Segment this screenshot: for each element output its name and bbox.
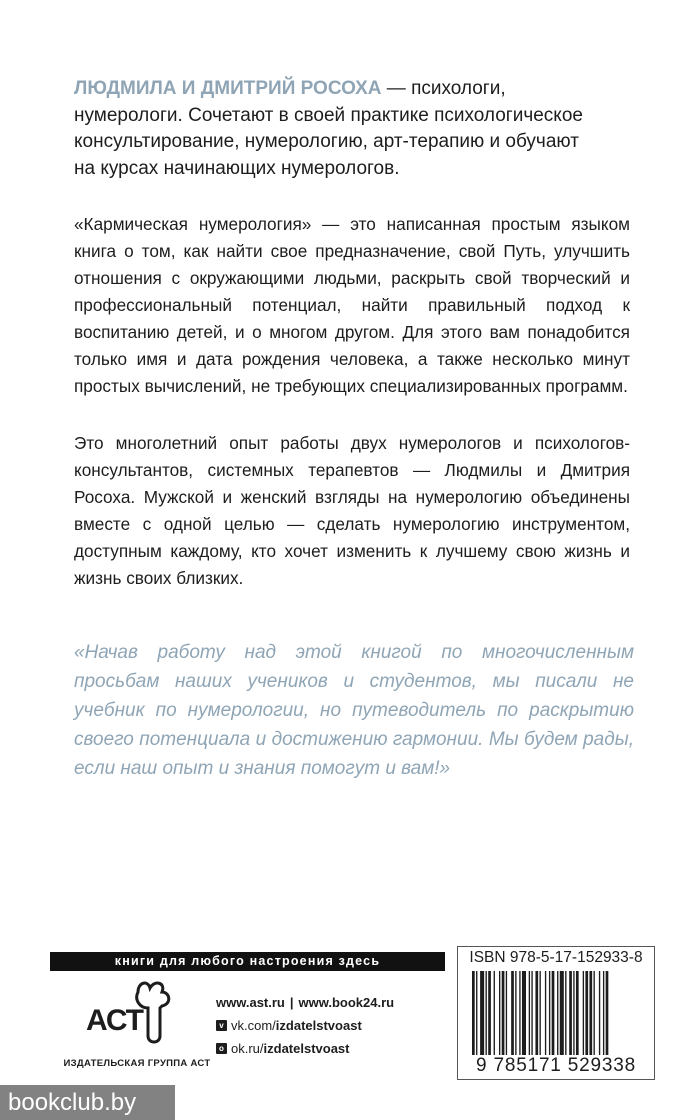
ok-icon: o: [216, 1043, 227, 1054]
publisher-name: ИЗДАТЕЛЬСКАЯ ГРУППА АСТ: [63, 1058, 211, 1069]
barcode-bar: [569, 971, 572, 1055]
barcode-bar: [529, 971, 530, 1055]
barcode-bar: [589, 971, 592, 1055]
barcode-bar: [557, 971, 558, 1055]
authors-quote: «Начав работу над этой книгой по многочисленным просьбам наших учеников и студентов, мы писали не учебник по нумерологии, но путеводитель по раскрытию своего потенциала и достижению гармонии. Мы будем рады, если наш опыт и знания помогут и вам!»: [74, 642, 634, 779]
author-intro: [74, 76, 594, 182]
author-names: ЛЮДМИЛА И ДМИТРИЙ РОСОХА: [74, 78, 382, 99]
description-paragraph-2: Это многолетний опыт работы двух нумерологов и психологов-консультантов, системных терапевтов — Людмилы и Дмитрия Росоха. Мужской и женский взгляды на нумерологию объединены вместе с одной целью — сделать нумерологию инструментом, доступным каждому, кто хочет изменить к лучшему свою жизнь и жизнь своих близких.: [74, 433, 630, 588]
barcode-bar: [583, 971, 584, 1055]
ok-prefix: ok.ru/: [231, 1040, 264, 1056]
ast-website-link[interactable]: www.ast.ru: [216, 994, 285, 1010]
barcode-bar: [531, 971, 532, 1055]
barcode-bar: [499, 971, 500, 1055]
barcode-bar: [599, 971, 600, 1055]
barcode-bar: [506, 971, 507, 1055]
barcode-bar: [552, 971, 555, 1055]
barcode-number: 9 785171 529338: [476, 1055, 636, 1076]
author-description: — психологи, нумерологи. Сочетают в своей практике психологическое консультирование, нумерологию, арт-терапию и обучают на курсах начинающих нумерологов.: [74, 78, 583, 179]
ok-handle[interactable]: izdatelstvoast: [263, 1040, 350, 1056]
barcode-bar: [573, 971, 574, 1055]
description-paragraph-1: «Кармическая нумерология» — это написанная простым языком книга о том, как найти свое предназначение, свой Путь, улучшить отношения с окружающими людьми, раскрыть свой творческий и профессиональный потенциал, найти правильный подход к воспитанию детей, и о многом другом. Для этого вам понадобится только имя и дата рождения человека, а также несколько минут простых вычислений, не требующих специализированных программ.: [74, 214, 630, 396]
barcode-bar: [545, 971, 546, 1055]
barcode-bar: [519, 971, 520, 1055]
barcode-bar: [502, 971, 505, 1055]
barcode-bar: [594, 971, 595, 1055]
barcode-bar: [522, 971, 526, 1055]
barcode-bar: [576, 971, 579, 1055]
isbn-block: [457, 946, 655, 1080]
ast-logo: [82, 978, 192, 1046]
vk-row[interactable]: [216, 1015, 394, 1035]
publisher-links: [216, 992, 394, 1061]
barcode-bar: [585, 971, 588, 1055]
barcode-bar: [472, 971, 475, 1055]
link-separator: |: [289, 994, 294, 1010]
barcode-bar: [549, 971, 550, 1055]
barcode-bar: [480, 971, 484, 1055]
book24-website-link[interactable]: www.book24.ru: [298, 994, 395, 1010]
vk-icon: v: [216, 1020, 227, 1031]
barcode-bar: [488, 971, 491, 1055]
barcode-bar: [540, 971, 541, 1055]
ok-row[interactable]: [216, 1038, 394, 1058]
site-watermark: bookclub.by: [0, 1085, 175, 1120]
barcode-bar: [565, 971, 566, 1055]
barcode-bar: [560, 971, 564, 1055]
ast-logo-text: ACT: [86, 1004, 144, 1037]
barcode-bar: [476, 971, 477, 1055]
barcode-bar: [535, 971, 538, 1055]
isbn-number: ISBN 978-5-17-152933-8: [469, 949, 643, 966]
barcode-bar: [494, 971, 495, 1055]
barcode-bar: [606, 971, 609, 1055]
barcode-bar: [603, 971, 604, 1055]
barcode-bar: [511, 971, 514, 1055]
website-row: [216, 992, 394, 1012]
vk-handle[interactable]: izdatelstvoast: [275, 1017, 362, 1033]
barcode-graphic: [470, 971, 644, 1055]
vk-prefix: vk.com/: [231, 1017, 276, 1033]
barcode-bar: [515, 971, 516, 1055]
publisher-slogan: книги для любого настроения здесь: [50, 952, 445, 971]
barcode-bar: [486, 971, 487, 1055]
